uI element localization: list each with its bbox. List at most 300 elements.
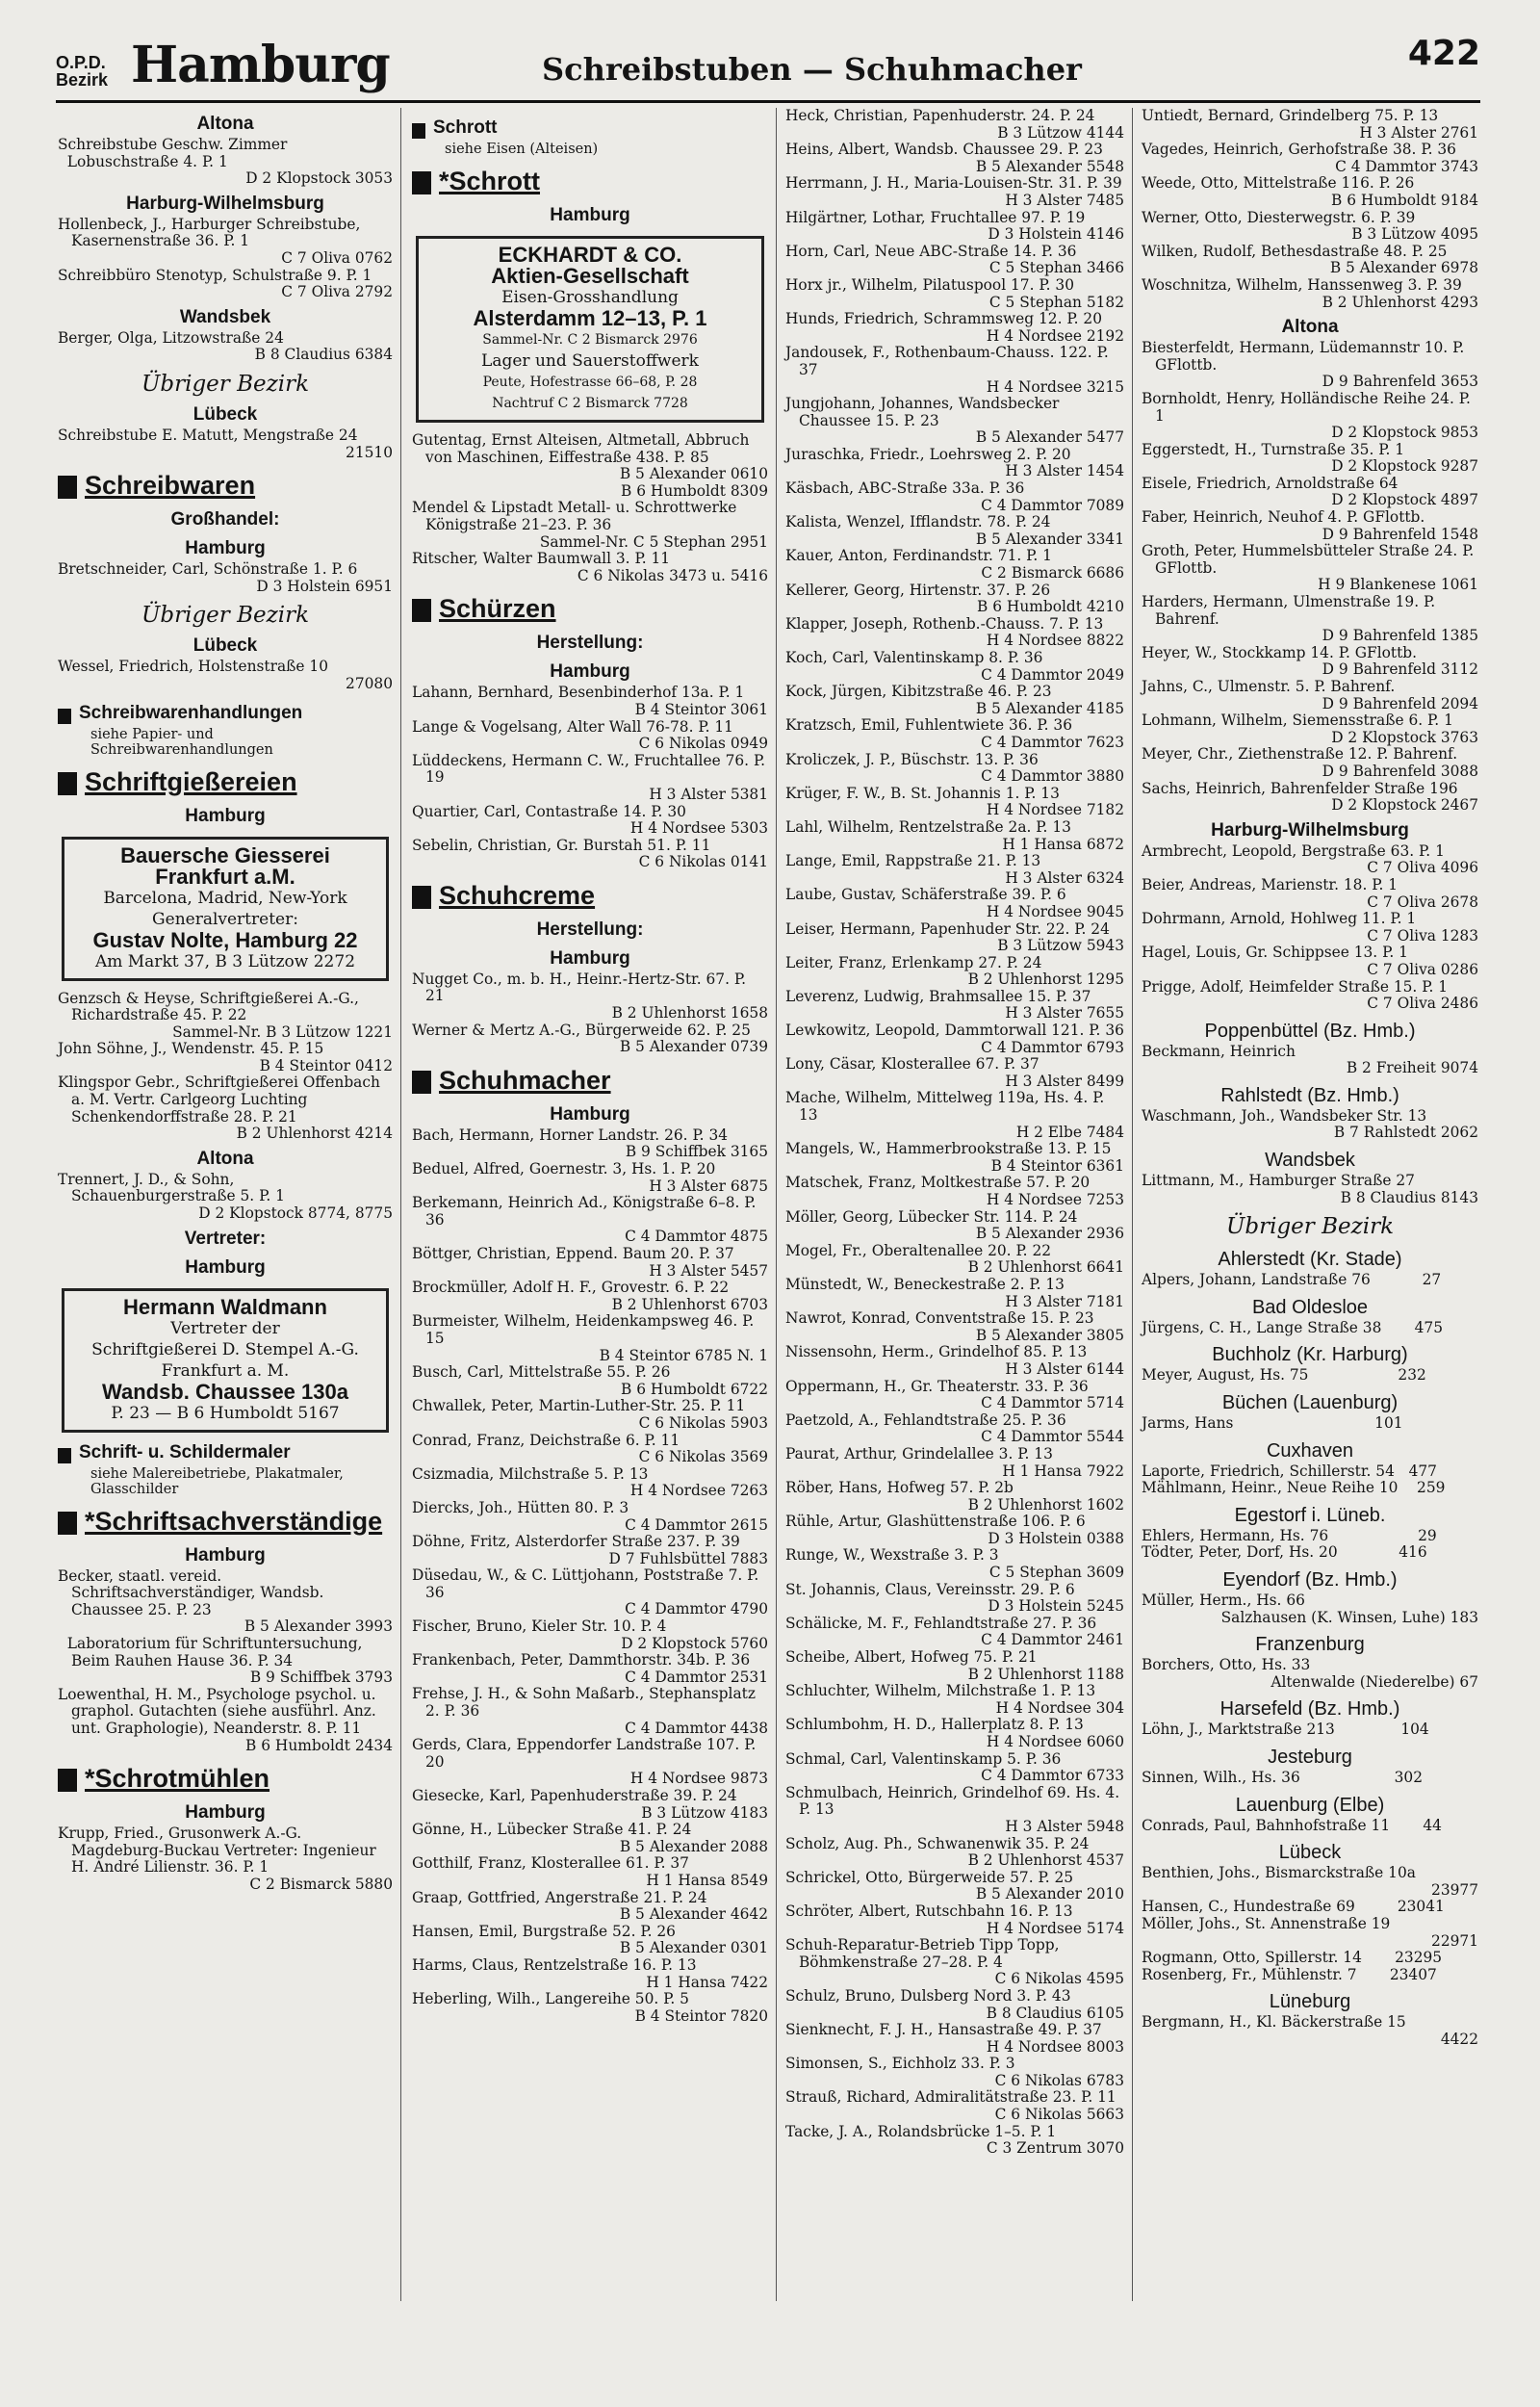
category-title: Schürzen xyxy=(439,594,556,624)
phone-number: C 7 Oliva 0762 xyxy=(281,248,393,267)
directory-entry: Graap, Gottfried, Angerstraße 21. P. 24 xyxy=(412,1888,707,1906)
category-title: Schuhmacher xyxy=(439,1065,611,1095)
advertisement-box xyxy=(62,1288,389,1433)
ad-line: Generalvertreter: xyxy=(152,909,298,929)
phone-number: H 4 Nordsee 6060 xyxy=(986,1733,1124,1750)
phone-number: H 3 Alster 5948 xyxy=(1005,1817,1124,1835)
directory-entry: Loewenthal, H. M., Psychologe psychol. u. graphol. Gutachten (siehe ausführl. Anz. unt. Graphologie), Neanderstr. 8. P. 11 xyxy=(58,1685,381,1737)
directory-entry: Beckmann, Heinrich xyxy=(1142,1042,1296,1060)
directory-entry: Schluchter, Wilhelm, Milchstraße 1. P. 13 xyxy=(785,1682,1096,1700)
directory-entry: Klapper, Joseph, Rothenb.-Chauss. 7. P. 13 xyxy=(785,614,1104,633)
category-heading xyxy=(412,117,768,139)
phone-number: B 5 Alexander 2010 xyxy=(975,1885,1124,1903)
directory-entry: Mangels, W., Hammerbrookstraße 13. P. 15 xyxy=(785,1140,1112,1158)
directory-entry: Kellerer, Georg, Hirtenstr. 37. P. 26 xyxy=(785,581,1051,599)
phone-number: B 2 Freiheit 9074 xyxy=(1346,1059,1478,1077)
directory-entry: Lange & Vogelsang, Alter Wall 76-78. P. 11 xyxy=(412,717,733,736)
directory-entry: Tacke, J. A., Rolandsbrücke 1–5. P. 1 xyxy=(785,2122,1057,2140)
phone-number: C 6 Nikolas 0949 xyxy=(638,735,768,753)
directory-entry: Böttger, Christian, Eppend. Baum 20. P. 37 xyxy=(412,1245,734,1262)
phone-number: H 4 Nordsee 5174 xyxy=(986,1919,1124,1937)
phone-number: B 5 Alexander 4642 xyxy=(619,1905,768,1924)
directory-entry: Käsbach, ABC-Straße 33a. P. 36 xyxy=(785,479,1025,498)
directory-entry: Trennert, J. D., & Sohn, Schauenburgerstraße 5. P. 1 xyxy=(58,1170,285,1205)
directory-entry: Schreibbüro Stenotyp, Schulstraße 9. P. 1 xyxy=(58,266,372,284)
directory-entry: Hunds, Friedrich, Schrammsweg 12. P. 20 xyxy=(785,310,1102,328)
phone-number: C 7 Oliva 0286 xyxy=(1367,960,1478,978)
directory-entry: Koch, Carl, Valentinskamp 8. P. 36 xyxy=(785,649,1043,666)
directory-entry: Kratzsch, Emil, Fuhlentwiete 36. P. 36 xyxy=(785,716,1072,735)
town-heading: Harsefeld (Bz. Hmb.) xyxy=(1219,1698,1400,1721)
place-heading: Herstellung: xyxy=(536,919,644,940)
phone-number: D 9 Bahrenfeld 3112 xyxy=(1322,660,1478,679)
directory-entry: Schmulbach, Heinrich, Grindelhof 69. Hs. 4. P. 13 xyxy=(785,1783,1125,1819)
phone-number: B 2 Uhlenhorst 4537 xyxy=(967,1851,1124,1870)
directory-entry: Leverenz, Ludwig, Brahmsallee 15. P. 37 xyxy=(785,987,1091,1005)
category-title: Schreibwarenhandlungen xyxy=(79,702,303,723)
header-rule xyxy=(56,100,1480,103)
directory-entry: Frehse, J. H., & Sohn Maßarb., Stephansplatz 2. P. 36 xyxy=(412,1685,760,1721)
directory-entry: Bretschneider, Carl, Schönstraße 1. P. 6 xyxy=(58,560,358,579)
place-heading: Hamburg xyxy=(550,947,630,969)
phone-number: B 8 Claudius 6105 xyxy=(986,2004,1124,2022)
directory-entry: Quartier, Carl, Contastraße 14. P. 30 xyxy=(412,802,686,820)
phone-number: B 5 Alexander 5477 xyxy=(975,428,1124,447)
directory-entry: Rühle, Artur, Glashüttenstraße 106. P. 6 xyxy=(785,1513,1086,1531)
page-header xyxy=(56,35,1480,108)
directory-entry: Eggerstedt, H., Turnstraße 35. P. 1 xyxy=(1142,440,1405,458)
town-heading: Rahlstedt (Bz. Hmb.) xyxy=(1220,1084,1399,1106)
category-heading xyxy=(412,167,768,195)
ad-line: Vertreter der xyxy=(170,1318,280,1338)
column-divider xyxy=(776,108,777,2301)
phone-number: C 4 Dammtor 5714 xyxy=(981,1394,1124,1412)
phone-number: C 6 Nikolas 3473 u. 5416 xyxy=(577,566,768,584)
phone-number: B 7 Rahlstedt 2062 xyxy=(1333,1124,1478,1142)
phone-number: C 4 Dammtor 5544 xyxy=(981,1428,1124,1446)
phone-number: H 3 Alster 6875 xyxy=(649,1177,768,1195)
directory-entry: Horn, Carl, Neue ABC-Straße 14. P. 36 xyxy=(785,242,1077,260)
directory-entry: Lohmann, Wilhelm, Siemensstraße 6. P. 1 xyxy=(1142,712,1453,730)
directory-entry: Borchers, Otto, Hs. 33 xyxy=(1142,1656,1311,1674)
phone-number: B 5 Alexander 3805 xyxy=(975,1326,1124,1344)
directory-entry: Werner & Mertz A.-G., Bürgerweide 62. P. 25 xyxy=(412,1021,751,1039)
ad-line: Am Markt 37, B 3 Lützow 2272 xyxy=(94,951,356,971)
ad-line: Peute, Hofestrasse 66–68, P. 28 xyxy=(482,375,698,390)
directory-entry: Hansen, Emil, Burgstraße 52. P. 26 xyxy=(412,1922,676,1940)
phone-number: H 2 Elbe 7484 xyxy=(1015,1123,1124,1141)
phone-number: C 4 Dammtor 3743 xyxy=(1335,157,1478,175)
directory-entry: Heberling, Wilh., Langereihe 50. P. 5 xyxy=(412,1990,689,2008)
directory-entry: John Söhne, J., Wendenstr. 45. P. 15 xyxy=(58,1040,324,1058)
directory-entry: Lewkowitz, Leopold, Dammtorwall 121. P. 36 xyxy=(785,1022,1124,1040)
directory-entry: Littmann, M., Hamburger Straße 27 xyxy=(1142,1172,1415,1190)
phone-number: H 3 Alster 1454 xyxy=(1005,462,1124,480)
phone-number: C 6 Nikolas 3569 xyxy=(638,1448,768,1466)
place-heading: Hamburg xyxy=(185,805,266,826)
directory-entry: Rosenberg, Fr., Mühlenstr. 7 23407 xyxy=(1142,1965,1437,1983)
directory-entry: Faber, Heinrich, Neuhof 4. P. GFlottb. xyxy=(1142,508,1425,527)
town-heading: Wandsbek xyxy=(1265,1150,1355,1172)
directory-entry: Berkemann, Heinrich Ad., Königstraße 6–8. P. 36 xyxy=(412,1194,761,1229)
phone-number: D 7 Fuhlsbüttel 7883 xyxy=(608,1549,768,1567)
directory-entry: Beduel, Alfred, Goernestr. 3, Hs. 1. P. 20 xyxy=(412,1160,716,1178)
place-heading: Altona xyxy=(196,1148,254,1169)
phone-number: D 2 Klopstock 9853 xyxy=(1331,424,1478,442)
phone-number: 21510 xyxy=(346,443,393,461)
place-heading: Hamburg xyxy=(550,205,630,225)
directory-entry: Schreibstube E. Matutt, Mengstraße 24 xyxy=(58,426,358,444)
square-bullet-icon xyxy=(412,1071,431,1094)
phone-number: B 4 Steintor 3061 xyxy=(634,700,768,718)
directory-entry: Jandousek, F., Rothenbaum-Chauss. 122. P. 37 xyxy=(785,344,1114,378)
column-2 xyxy=(412,108,768,2313)
directory-entry: Bach, Hermann, Horner Landstr. 26. P. 34 xyxy=(412,1126,729,1144)
directory-entry: Lüddeckens, Hermann C. W., Fruchtallee 76. P. 19 xyxy=(412,751,770,787)
phone-number: B 3 Lützow 4144 xyxy=(997,123,1124,142)
phone-number: D 3 Holstein 6951 xyxy=(256,577,393,595)
phone-number: B 8 Claudius 8143 xyxy=(1340,1188,1478,1206)
directory-entry: Schälicke, M. F., Fehlandtstraße 27. P. 36 xyxy=(785,1614,1097,1632)
square-bullet-icon xyxy=(58,1512,77,1535)
ad-line: Barcelona, Madrid, New-York xyxy=(103,888,347,908)
category-heading xyxy=(58,1442,393,1463)
phone-number: C 4 Dammtor 2049 xyxy=(981,665,1124,684)
directory-entry: Harms, Claus, Rentzelstraße 16. P. 13 xyxy=(412,1955,697,1974)
phone-number: H 4 Nordsee 304 xyxy=(995,1698,1124,1717)
phone-number: B 5 Alexander 3993 xyxy=(244,1618,393,1636)
phone-number: H 4 Nordsee 7182 xyxy=(986,801,1124,819)
phone-number: C 4 Dammtor 4438 xyxy=(625,1719,768,1737)
directory-entry: Lahl, Wilhelm, Rentzelstraße 2a. P. 13 xyxy=(785,817,1071,836)
phone-number: D 3 Holstein 4146 xyxy=(988,225,1124,244)
category-title: Schrift- u. Schildermaler xyxy=(79,1441,291,1462)
ad-line: P. 23 — B 6 Humboldt 5167 xyxy=(111,1403,340,1423)
directory-entry: Paetzold, A., Fehlandtstraße 25. P. 36 xyxy=(785,1411,1066,1429)
phone-number: D 2 Klopstock 4897 xyxy=(1331,491,1478,509)
phone-number: D 2 Klopstock 3053 xyxy=(245,169,393,188)
town-heading: Lübeck xyxy=(1278,1842,1342,1864)
category-title: Schreibwaren xyxy=(85,471,256,501)
directory-entry: Hollenbeck, J., Harburger Schreibstube, Kasernenstraße 36. P. 1 xyxy=(58,215,366,250)
ad-line: Alsterdamm 12–13, P. 1 xyxy=(473,306,707,330)
directory-entry: Mache, Wilhelm, Mittelweg 119a, Hs. 4. P. 13 xyxy=(785,1089,1110,1125)
directory-entry: Kalista, Wenzel, Ifflandstr. 78. P. 24 xyxy=(785,513,1051,531)
directory-entry: Hansen, C., Hundestraße 69 23041 xyxy=(1142,1898,1445,1916)
opd-bezirk-label: O.P.D. Bezirk xyxy=(56,53,109,90)
directory-entry: Lange, Emil, Rappstraße 21. P. 13 xyxy=(785,852,1041,870)
phone-number: B 4 Steintor 7820 xyxy=(634,2006,768,2025)
directory-entry: Jarms, Hans 101 xyxy=(1142,1414,1403,1433)
phone-number: C 3 Zentrum 3070 xyxy=(986,2139,1124,2158)
phone-number: B 5 Alexander 6978 xyxy=(1329,259,1478,277)
section-range-title: Schreibstuben — Schuhmacher xyxy=(542,51,1082,88)
square-bullet-icon xyxy=(412,886,431,909)
category-heading xyxy=(58,1507,393,1536)
phone-number: C 5 Stephan 3609 xyxy=(988,1564,1124,1582)
ad-line: Hermann Waldmann xyxy=(123,1294,327,1319)
directory-entry: Lony, Cäsar, Klosterallee 67. P. 37 xyxy=(785,1055,1040,1074)
phone-number: C 6 Nikolas 4595 xyxy=(994,1970,1124,1988)
phone-number: H 1 Hansa 6872 xyxy=(1002,835,1124,853)
town-heading: Bad Oldesloe xyxy=(1251,1296,1369,1318)
directory-entry: Heyer, W., Stockkamp 14. P. GFlottb. xyxy=(1142,643,1418,661)
directory-entry: Kroliczek, J. P., Büschstr. 13. P. 36 xyxy=(785,750,1039,768)
directory-entry: Schulz, Bruno, Dulsberg Nord 3. P. 43 xyxy=(785,1986,1071,2005)
phone-number: C 6 Nikolas 0141 xyxy=(638,853,768,871)
directory-entry: Heck, Christian, Papenhuderstr. 24. P. 24 xyxy=(785,107,1095,124)
directory-entry: Röber, Hans, Hofweg 57. P. 2b xyxy=(785,1479,1014,1497)
phone-number: Sammel-Nr. C 5 Stephan 2951 xyxy=(539,532,768,551)
directory-entry: Mendel & Lipstadt Metall- u. Schrottwerke Königstraße 21–23. P. 36 xyxy=(412,499,742,533)
phone-number: B 9 Schiffbek 3165 xyxy=(625,1143,768,1161)
directory-entry: Müller, Herm., Hs. 66 xyxy=(1142,1592,1305,1609)
phone-number: Sammel-Nr. B 3 Lützow 1221 xyxy=(172,1022,393,1041)
directory-entry: Benthien, Johs., Bismarckstraße 10a xyxy=(1142,1864,1416,1882)
phone-number: H 4 Nordsee 7253 xyxy=(986,1191,1124,1208)
cross-reference: siehe Papier- und Schreibwarenhandlungen xyxy=(90,726,273,758)
place-heading: Hamburg xyxy=(185,1802,266,1824)
phone-number: B 3 Lützow 4183 xyxy=(641,1803,768,1822)
directory-entry: Alpers, Johann, Landstraße 76 27 xyxy=(1142,1271,1442,1289)
directory-entry: Untiedt, Bernard, Grindelberg 75. P. 13 xyxy=(1142,107,1439,124)
phone-number: B 5 Alexander 0610 xyxy=(619,465,768,483)
directory-entry: Schrickel, Otto, Bürgerweide 57. P. 25 xyxy=(785,1868,1074,1886)
column-divider xyxy=(1132,108,1133,2301)
phone-number: B 5 Alexander 4185 xyxy=(975,699,1124,717)
phone-number: H 4 Nordsee 9873 xyxy=(629,1770,768,1788)
directory-entry: Gerds, Clara, Eppendorfer Landstraße 107. P. 20 xyxy=(412,1736,761,1771)
directory-entry: Becker, staatl. vereid. Schriftsachverständiger, Wandsb. Chaussee 25. P. 23 xyxy=(58,1566,329,1618)
directory-entry: Lahann, Bernhard, Besenbinderhof 13a. P. 1 xyxy=(412,684,745,702)
square-bullet-icon xyxy=(58,1448,71,1463)
directory-entry: Herrmann, J. H., Maria-Louisen-Str. 31. P. 39 xyxy=(785,174,1122,193)
page-number: 422 xyxy=(1407,34,1480,73)
phone-number: C 7 Oliva 2486 xyxy=(1367,995,1478,1013)
directory-entry: Schuh-Reparatur-Betrieb Tipp Topp, Böhmkenstraße 27–28. P. 4 xyxy=(785,1936,1065,1971)
phone-number: B 3 Lützow 5943 xyxy=(997,937,1124,955)
directory-entry: Strauß, Richard, Admiralitätstraße 23. P. 11 xyxy=(785,2088,1116,2107)
place-heading: Hamburg xyxy=(185,538,266,559)
place-heading: Hamburg xyxy=(550,1103,630,1125)
category-heading xyxy=(58,703,393,724)
phone-number: B 6 Humboldt 8309 xyxy=(621,481,768,500)
ad-line: Bauersche Giesserei xyxy=(120,842,330,867)
phone-number: H 3 Alster 5381 xyxy=(649,785,768,803)
directory-entry: Löhn, J., Marktstraße 213 104 xyxy=(1142,1721,1429,1739)
phone-number: H 4 Nordsee 5303 xyxy=(629,819,768,838)
phone-number: D 9 Bahrenfeld 3653 xyxy=(1322,373,1478,391)
directory-entry: Klingspor Gebr., Schriftgießerei Offenbach a. M. Vertr. Carlgeorg Luchting Schenkendorffstraße 28. P. 21 xyxy=(58,1074,385,1126)
directory-entry: Conrad, Franz, Deichstraße 6. P. 11 xyxy=(412,1431,680,1449)
phone-number: C 5 Stephan 5182 xyxy=(988,293,1124,311)
ad-line: Gustav Nolte, Hamburg 22 xyxy=(92,927,358,952)
phone-number: H 4 Nordsee 8822 xyxy=(986,632,1124,650)
phone-number: B 9 Schiffbek 3793 xyxy=(249,1669,393,1687)
directory-entry: Berger, Olga, Litzowstraße 24 xyxy=(58,328,284,347)
phone-number: D 3 Holstein 5245 xyxy=(988,1597,1124,1616)
phone-number: H 3 Alster 7655 xyxy=(1005,1004,1124,1022)
phone-number: B 2 Uhlenhorst 1188 xyxy=(967,1665,1124,1683)
cross-reference: siehe Eisen (Alteisen) xyxy=(445,142,599,157)
phone-number: H 4 Nordsee 3215 xyxy=(986,377,1124,396)
phone-number: B 4 Steintor 0412 xyxy=(259,1056,393,1074)
directory-entry: Giesecke, Karl, Papenhuderstraße 39. P. 24 xyxy=(412,1787,737,1804)
phone-number: C 2 Bismarck 6686 xyxy=(981,564,1124,582)
phone-number: D 2 Klopstock 9287 xyxy=(1331,457,1478,476)
directory-entry: Gönne, H., Lübecker Straße 41. P. 24 xyxy=(412,1821,692,1839)
place-heading: Altona xyxy=(196,114,254,134)
phone-number: H 4 Nordsee 7263 xyxy=(629,1482,768,1500)
directory-entry: Matschek, Franz, Moltkestraße 57. P. 20 xyxy=(785,1174,1091,1192)
phone-number: H 3 Alster 6324 xyxy=(1005,868,1124,887)
phone-number: C 4 Dammtor 6733 xyxy=(981,1767,1124,1785)
phone-number: 22971 xyxy=(1431,1931,1478,1950)
directory-entry: Mogel, Fr., Oberaltenallee 20. P. 22 xyxy=(785,1241,1052,1259)
directory-entry: Mählmann, Heinr., Neue Reihe 10 259 xyxy=(1142,1479,1446,1497)
directory-entry: Leiter, Franz, Erlenkamp 27. P. 24 xyxy=(785,953,1042,971)
square-bullet-icon xyxy=(58,1769,77,1792)
directory-entry: Lobuschstraße 4. P. 1 xyxy=(58,152,228,170)
category-title: *Schriftsachverständige xyxy=(85,1506,383,1536)
directory-entry: St. Johannis, Claus, Vereinsstr. 29. P. 6 xyxy=(785,1580,1075,1598)
cross-reference: siehe Malereibetriebe, Plakatmaler, Glasschilder xyxy=(90,1465,344,1497)
phone-number: C 4 Dammtor 2615 xyxy=(625,1515,768,1534)
town-heading: Büchen (Lauenburg) xyxy=(1221,1392,1399,1414)
place-heading: Lübeck xyxy=(192,403,258,425)
phone-number: B 2 Uhlenhorst 6641 xyxy=(967,1258,1124,1277)
category-heading xyxy=(58,471,393,500)
phone-number: B 5 Alexander 0301 xyxy=(619,1939,768,1957)
place-heading: Vertreter: xyxy=(184,1228,267,1249)
directory-entry: Juraschka, Friedr., Loehrsweg 2. P. 20 xyxy=(785,445,1071,463)
directory-entry: Rogmann, Otto, Spillerstr. 14 23295 xyxy=(1142,1949,1443,1967)
ad-line: Eisen-Grosshandlung xyxy=(501,288,679,307)
directory-entry: Schlumbohm, H. D., Hallerplatz 8. P. 13 xyxy=(785,1716,1084,1734)
directory-entry: Bornholdt, Henry, Holländische Reihe 24. P. 1 xyxy=(1142,389,1476,425)
directory-entry: Schreibstube Geschw. Zimmer xyxy=(58,136,288,153)
directory-entry: Laube, Gustav, Schäferstraße 39. P. 6 xyxy=(785,886,1066,904)
directory-entry: Beier, Andreas, Marienstr. 18. P. 1 xyxy=(1142,875,1399,893)
phone-number: D 3 Holstein 0388 xyxy=(988,1529,1124,1547)
phone-number: C 4 Dammtor 4790 xyxy=(625,1600,768,1618)
place-heading: Herstellung: xyxy=(536,633,644,654)
phone-number: 4422 xyxy=(1440,2030,1478,2048)
phone-number: C 7 Oliva 1283 xyxy=(1367,926,1478,945)
phone-number: H 1 Hansa 7422 xyxy=(646,1973,768,1991)
square-bullet-icon xyxy=(58,476,77,499)
directory-entry: Scheibe, Albert, Hofweg 75. P. 21 xyxy=(785,1648,1038,1667)
town-heading: Poppenbüttel (Bz. Hmb.) xyxy=(1204,1020,1416,1042)
directory-entry: Düsedau, W., & C. Lüttjohann, Poststraße 7. P. 36 xyxy=(412,1566,764,1601)
phone-number: C 4 Dammtor 7089 xyxy=(981,496,1124,514)
directory-entry: Sebelin, Christian, Gr. Burstah 51. P. 11 xyxy=(412,836,711,854)
directory-entry: Krüger, F. W., B. St. Johannis 1. P. 13 xyxy=(785,784,1060,802)
phone-number: D 9 Bahrenfeld 1548 xyxy=(1322,525,1478,543)
directory-entry: Brockmüller, Adolf H. F., Grovestr. 6. P. 22 xyxy=(412,1279,730,1297)
city-title: Hamburg xyxy=(131,36,390,94)
place-heading: Wandsbek xyxy=(179,306,271,327)
town-heading: Eyendorf (Bz. Hmb.) xyxy=(1222,1569,1398,1591)
phone-number: H 3 Alster 5457 xyxy=(649,1261,768,1280)
directory-entry: Meyer, August, Hs. 75 232 xyxy=(1142,1366,1426,1385)
directory-entry: Chwallek, Peter, Martin-Luther-Str. 25. P. 11 xyxy=(412,1397,746,1415)
phone-number: D 9 Bahrenfeld 1385 xyxy=(1322,627,1478,645)
directory-entry: Möller, Johs., St. Annenstraße 19 xyxy=(1142,1914,1391,1932)
phone-number: B 5 Alexander 5548 xyxy=(975,157,1124,175)
ad-line: Sammel-Nr. C 2 Bismarck 2976 xyxy=(482,332,698,348)
directory-entry: Döhne, Fritz, Alsterdorfer Straße 237. P. 39 xyxy=(412,1533,740,1551)
directory-entry: Weede, Otto, Mittelstraße 116. P. 26 xyxy=(1142,174,1415,193)
category-title: Schuhcreme xyxy=(439,880,596,910)
phone-number: H 3 Alster 7181 xyxy=(1005,1292,1124,1310)
category-title: Schriftgießereien xyxy=(85,766,297,796)
town-heading: Jesteburg xyxy=(1268,1746,1352,1768)
phone-number: B 6 Humboldt 4210 xyxy=(977,598,1124,616)
phone-number: D 2 Klopstock 8774, 8775 xyxy=(198,1204,393,1223)
square-bullet-icon xyxy=(412,171,431,194)
phone-number: C 4 Dammtor 2461 xyxy=(981,1631,1124,1649)
category-heading xyxy=(58,1764,393,1793)
phone-number: C 6 Nikolas 5903 xyxy=(638,1413,768,1432)
directory-entry: Paurat, Arthur, Grindelallee 3. P. 13 xyxy=(785,1444,1053,1462)
directory-entry: Jürgens, C. H., Lange Straße 38 475 xyxy=(1142,1318,1444,1336)
place-heading: Großhandel: xyxy=(170,509,280,531)
region-heading: Übriger Bezirk xyxy=(141,371,310,397)
square-bullet-icon xyxy=(412,599,431,622)
town-heading: Buchholz (Kr. Harburg) xyxy=(1212,1344,1408,1366)
directory-entry: Krupp, Fried., Grusonwerk A.-G. Magdeburg-Buckau Vertreter: Ingenieur H. André Lilienstr. 36. P. 1 xyxy=(58,1825,381,1876)
directory-entry: Woschnitza, Wilhelm, Hanssenweg 3. P. 39 xyxy=(1142,275,1462,294)
directory-entry: Ehlers, Hermann, Hs. 76 29 xyxy=(1142,1526,1437,1544)
phone-number: H 3 Alster 8499 xyxy=(1005,1072,1124,1090)
directory-entry: Werner, Otto, Diesterwegstr. 6. P. 39 xyxy=(1142,208,1416,226)
directory-entry: Eisele, Friedrich, Arnoldstraße 64 xyxy=(1142,474,1399,492)
phone-number: H 4 Nordsee 2192 xyxy=(986,326,1124,345)
advertisement-box xyxy=(416,236,764,423)
directory-entry: Leiser, Hermann, Papenhuder Str. 22. P. 24 xyxy=(785,919,1110,938)
directory-entry: Laporte, Friedrich, Schillerstr. 54 477 xyxy=(1142,1462,1437,1480)
directory-entry: Gutentag, Ernst Alteisen, Altmetall, Abbruch von Maschinen, Eiffestraße 438. P. 85 xyxy=(412,431,755,466)
directory-entry: Schröter, Albert, Rutschbahn 16. P. 13 xyxy=(785,1902,1073,1920)
directory-entry: Frankenbach, Peter, Dammthorstr. 34b. P. 36 xyxy=(412,1651,751,1669)
directory-entry: Armbrecht, Leopold, Bergstraße 63. P. 1 xyxy=(1142,841,1445,860)
directory-entry: Prigge, Adolf, Heimfelder Straße 15. P. 1 xyxy=(1142,977,1449,996)
directory-entry: Sienknecht, F. J. H., Hansastraße 49. P. 37 xyxy=(785,2021,1102,2039)
directory-entry: Harders, Hermann, Ulmenstraße 19. P. Bahrenf. xyxy=(1142,593,1441,628)
phone-number: Altenwalde (Niederelbe) 67 xyxy=(1270,1672,1478,1691)
directory-entry: Vagedes, Heinrich, Gerhofstraße 38. P. 36 xyxy=(1142,141,1456,159)
column-divider xyxy=(400,108,401,2301)
phone-number: B 2 Uhlenhorst 1295 xyxy=(967,971,1124,989)
category-title: *Schrotmühlen xyxy=(85,1764,270,1794)
phone-number: C 4 Dammtor 2531 xyxy=(625,1668,768,1686)
town-heading: Franzenburg xyxy=(1255,1634,1365,1656)
phone-number: C 7 Oliva 2792 xyxy=(281,283,393,301)
phone-number: C 4 Dammtor 3880 xyxy=(981,767,1124,786)
directory-entry: Meyer, Chr., Ziethenstraße 12. P. Bahrenf. xyxy=(1142,745,1458,764)
directory-entry: Fischer, Bruno, Kieler Str. 10. P. 4 xyxy=(412,1618,667,1636)
phone-number: D 2 Klopstock 5760 xyxy=(621,1634,768,1652)
ad-line: ECKHARDT & CO. xyxy=(498,243,682,267)
directory-entry: Sinnen, Wilh., Hs. 36 302 xyxy=(1142,1768,1423,1786)
phone-number: C 4 Dammtor 6793 xyxy=(981,1038,1124,1056)
directory-entry: Hilgärtner, Lothar, Fruchtallee 97. P. 19 xyxy=(785,208,1086,226)
column-3 xyxy=(785,108,1124,2313)
phone-number: B 5 Alexander 0739 xyxy=(619,1038,768,1056)
directory-entry: Laboratorium für Schriftuntersuchung, Beim Rauhen Hause 36. P. 34 xyxy=(58,1635,368,1669)
directory-entry: Csizmadia, Milchstraße 5. P. 13 xyxy=(412,1464,649,1483)
